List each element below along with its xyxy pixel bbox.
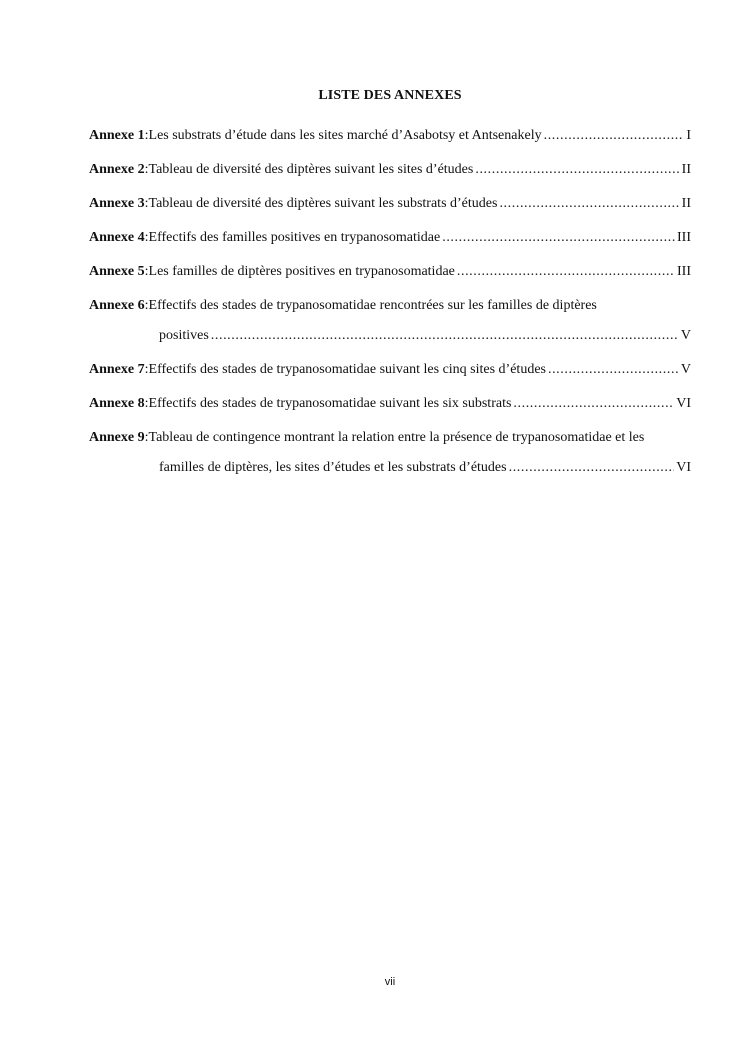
annex-separator: : <box>144 298 149 313</box>
annex-separator: : <box>144 396 149 411</box>
annex-label: Annexe 5 <box>89 264 145 279</box>
annex-page-number: VI <box>676 396 691 411</box>
annex-page-number: V <box>680 362 691 377</box>
annex-page-number: II <box>681 196 691 211</box>
dot-leader <box>548 360 679 380</box>
annex-description-continued: familles de diptères, les sites d’études et les substrats d’études <box>159 460 507 475</box>
page-title: LISTE DES ANNEXES <box>318 88 462 103</box>
annex-label: Annexe 1 <box>89 128 145 143</box>
annex-label: Annexe 9 <box>89 430 145 445</box>
annex-page-number: VI <box>676 460 691 475</box>
annex-entry-4[interactable] <box>89 228 691 248</box>
annex-label: Annexe 4 <box>89 230 145 245</box>
annex-description-continued: positives <box>159 328 209 343</box>
annex-page-number: V <box>680 328 691 343</box>
annex-list <box>89 126 691 492</box>
annex-entry-8[interactable] <box>89 394 691 414</box>
annex-label: Annexe 6 <box>89 298 145 313</box>
dot-leader <box>475 160 679 180</box>
annex-description: Les substrats d’étude dans les sites marché d’Asabotsy et Antsenakely <box>148 128 542 143</box>
dot-leader <box>499 194 679 214</box>
annex-entry-5[interactable] <box>89 262 691 282</box>
annex-page-number: II <box>681 162 691 177</box>
annex-description: Tableau de diversité des diptères suivant les sites d’études <box>148 162 474 177</box>
annex-description: Effectifs des familles positives en trypanosomatidae <box>148 230 441 245</box>
page-number-footer: vii <box>384 976 396 988</box>
annex-separator: : <box>144 128 149 143</box>
annex-entry-1[interactable] <box>89 126 691 146</box>
annex-page-number: III <box>677 230 691 245</box>
annex-description: Effectifs des stades de trypanosomatidae suivant les cinq sites d’études <box>148 362 546 377</box>
annex-label: Annexe 8 <box>89 396 145 411</box>
annex-entry-6[interactable] <box>89 296 691 346</box>
annex-separator: : <box>144 230 149 245</box>
annex-description: Les familles de diptères positives en trypanosomatidae <box>148 264 455 279</box>
annex-separator: : <box>144 264 149 279</box>
annex-description: Tableau de contingence montrant la relation entre la présence de trypanosomatidae et les <box>148 430 645 445</box>
annex-separator: : <box>144 196 149 211</box>
annex-separator: : <box>144 162 149 177</box>
annex-separator: : <box>144 362 149 377</box>
annex-label: Annexe 3 <box>89 196 145 211</box>
dot-leader <box>457 262 675 282</box>
annex-description: Effectifs des stades de trypanosomatidae suivant les six substrats <box>148 396 512 411</box>
annex-separator: : <box>144 430 149 445</box>
annex-entry-7[interactable] <box>89 360 691 380</box>
dot-leader <box>544 126 685 146</box>
dot-leader <box>509 458 675 478</box>
dot-leader <box>513 394 674 414</box>
annex-description: Tableau de diversité des diptères suivant les substrats d’études <box>148 196 498 211</box>
dot-leader <box>442 228 675 248</box>
annex-label: Annexe 7 <box>89 362 145 377</box>
annex-entry-3[interactable] <box>89 194 691 214</box>
annex-entry-9[interactable] <box>89 428 691 478</box>
dot-leader <box>211 326 679 346</box>
annex-description: Effectifs des stades de trypanosomatidae rencontrées sur les familles de diptères <box>148 298 597 313</box>
annex-entry-2[interactable] <box>89 160 691 180</box>
annex-page-number: III <box>677 264 691 279</box>
annex-page-number: I <box>686 128 691 143</box>
annex-label: Annexe 2 <box>89 162 145 177</box>
